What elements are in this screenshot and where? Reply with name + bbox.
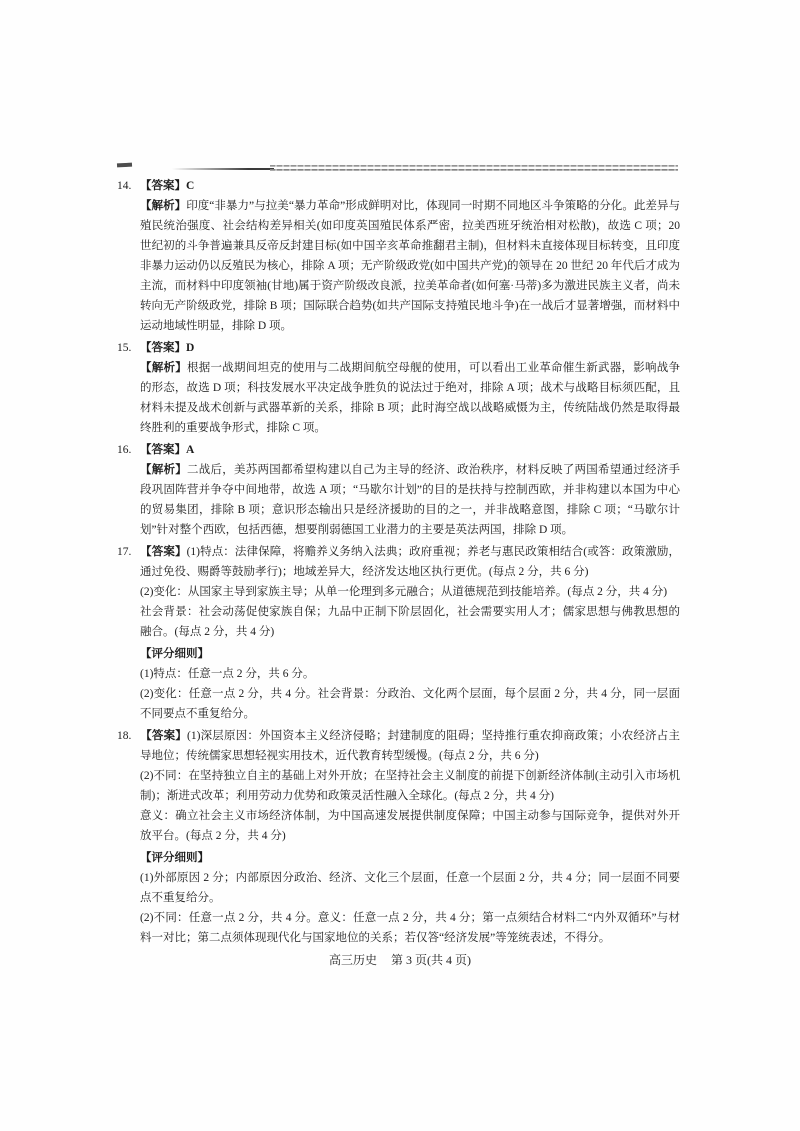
footer-subject: 高三历史 [328, 953, 377, 967]
answer-point-paragraph: (2)变化：从国家主导到家族主导；从单一伦理到多元融合；从道德规范到技能培养。(每点 2 分，共 4 分) [140, 586, 668, 598]
analysis-label: 【解析】 [140, 200, 187, 212]
answer-choice: C [186, 180, 195, 192]
answer-item-15 [117, 338, 680, 438]
question-number: 15. [117, 342, 132, 354]
rubric-paragraph: (1)特点：任意一点 2 分，共 6 分。 [140, 668, 315, 680]
answer-point-paragraph: (1)深层原因：外国资本主义经济侵略；封建制度的阻碍；坚持推行重农抑商政策；小农经济占主导地位；传统儒家思想轻视实用技术，近代教育转型缓慢。(每点 2 分，共 6 分) [140, 730, 681, 762]
page-footer [0, 951, 800, 968]
answer-choice: A [186, 444, 195, 456]
answer-item-14 [117, 176, 680, 336]
analysis-paragraph [140, 460, 680, 540]
answer-point-paragraph: (2)不同：在坚持独立自主的基础上对外开放；在坚持社会主义制度的前提下创新经济体制(主动引入市场机制)；渐进式改革；利用劳动力优势和政策灵活性融入全球化。(每点 2 分，共 4 分) [140, 770, 680, 802]
answer-label: 【答案】 [140, 180, 186, 192]
answer-line [117, 726, 681, 766]
answer-label: 【答案】 [140, 444, 186, 456]
analysis-text: 印度“非暴力”与拉美“暴力革命”形成鲜明对比，体现同一时期不同地区斗争策略的分化。此差异与殖民统治强度、社会结构差异相关(如印度英国殖民体系严密，拉美西班牙统治相对松散)，故选 C 项；20 世纪初的斗争普遍兼具反帝反封建目标(如中国辛亥革命推翻君主制)，但材料未直接体现目标转变，且印度非暴力运动仍以反殖民为核心，排除 A 项；无产阶级政党(如中国共产党)的领导在 20 世纪 20 年代后才成为主流，而材料中印度领袖(甘地)属于资产阶级改良派，拉美革命者(如何塞·马蒂)多为激进民族主义者，尚未转向无产阶级政党，排除 B 项；国际联合趋势(如共产国际支持殖民地斗争)在一战后才显著增强，而材料中运动地域性明显，排除 D 项。 [140, 200, 681, 332]
rubric-paragraph: (2)不同：任意一点 2 分，共 4 分。意义：任意一点 2 分，共 4 分；第一点须结合材料二“内外双循环”与材料一对比；第二点须体现现代化与国家地位的关系；若仅答“经济发展”等笼统表述，不得分。 [140, 912, 680, 944]
answer-point-paragraph: 意义：确立社会主义市场经济体制，为中国高速发展提供制度保障；中国主动参与国际竞争，提供对外开放平台。(每点 2 分，共 4 分) [140, 810, 680, 842]
answer-item-17 [117, 542, 680, 724]
analysis-paragraph [140, 358, 680, 438]
analysis-label: 【解析】 [140, 464, 187, 476]
rubric-label: 【评分细则】 [140, 852, 209, 864]
question-number: 18. [117, 730, 132, 742]
answer-choice: D [186, 342, 195, 354]
answer-line [117, 338, 680, 358]
analysis-text: 二战后，美苏两国都希望构建以自己为主导的经济、政治秩序，材料反映了两国希望通过经济手段巩固阵营并争夺中间地带，故选 A 项；“马歇尔计划”的目的是扶持与控制西欧，并非构建以本国为中心的贸易集团，排除 B 项；意识形态输出只是经济援助的目的之一，并非战略意图，排除 C 项；“马歇尔计划”针对整个西欧，包括西德，想要削弱德国工业潜力的主要是英法两国，排除 D 项。 [140, 464, 681, 536]
analysis-paragraph [140, 196, 680, 336]
header-rule-line [270, 165, 678, 171]
header-rule-taper [172, 168, 274, 170]
rubric-paragraph: (2)变化：任意一点 2 分，共 4 分。社会背景：分政治、文化两个层面，每个层面 2 分，共 4 分，同一层面不同要点不重复给分。 [140, 688, 680, 720]
answers-section [117, 176, 680, 950]
answer-item-18 [117, 726, 680, 948]
footer-page-number: 第 3 页(共 4 页) [391, 953, 471, 967]
question-number: 17. [117, 546, 132, 558]
answer-point-paragraph: (1)特点：法律保障，将赡养义务纳入法典；政府重视；养老与惠民政策相结合(或答：政策激励，通过免役、赐爵等鼓励孝行)；地域差异大，经济发达地区执行更优。(每点 2 分，共 6 分) [140, 546, 681, 578]
answer-item-16 [117, 440, 680, 540]
answer-point-paragraph: 社会背景：社会动荡促使家族自保；九品中正制下阶层固化，社会需要实用人才；儒家思想与佛教思想的融合。(每点 2 分，共 4 分) [140, 606, 680, 638]
analysis-label: 【解析】 [140, 362, 187, 374]
answer-line [117, 542, 681, 582]
answer-label: 【答案】 [140, 546, 187, 558]
rubric-paragraph: (1)外部原因 2 分；内部原因分政治、经济、文化三个层面，任意一个层面 2 分，共 4 分；同一层面不同要点不重复给分。 [140, 872, 680, 904]
analysis-text: 根据一战期间坦克的使用与二战期间航空母舰的使用，可以看出工业革命催生新武器，影响战争的形态，故选 D 项；科技发展水平决定战争胜负的说法过于绝对，排除 A 项；战术与战略目标须匹配，且材料未提及战术创新与武器革新的关系，排除 B 项；此时海空战以战略威慑为主，传统陆战仍然是取得最终胜利的重要战争形式，排除 C 项。 [140, 362, 681, 434]
answer-label: 【答案】 [140, 342, 186, 354]
margin-dash-mark [117, 163, 132, 167]
rubric-label: 【评分细则】 [140, 648, 209, 660]
question-number: 16. [117, 444, 132, 456]
answer-line [117, 176, 680, 196]
answer-line [117, 440, 680, 460]
answer-label: 【答案】 [140, 730, 187, 742]
question-number: 14. [117, 180, 132, 192]
